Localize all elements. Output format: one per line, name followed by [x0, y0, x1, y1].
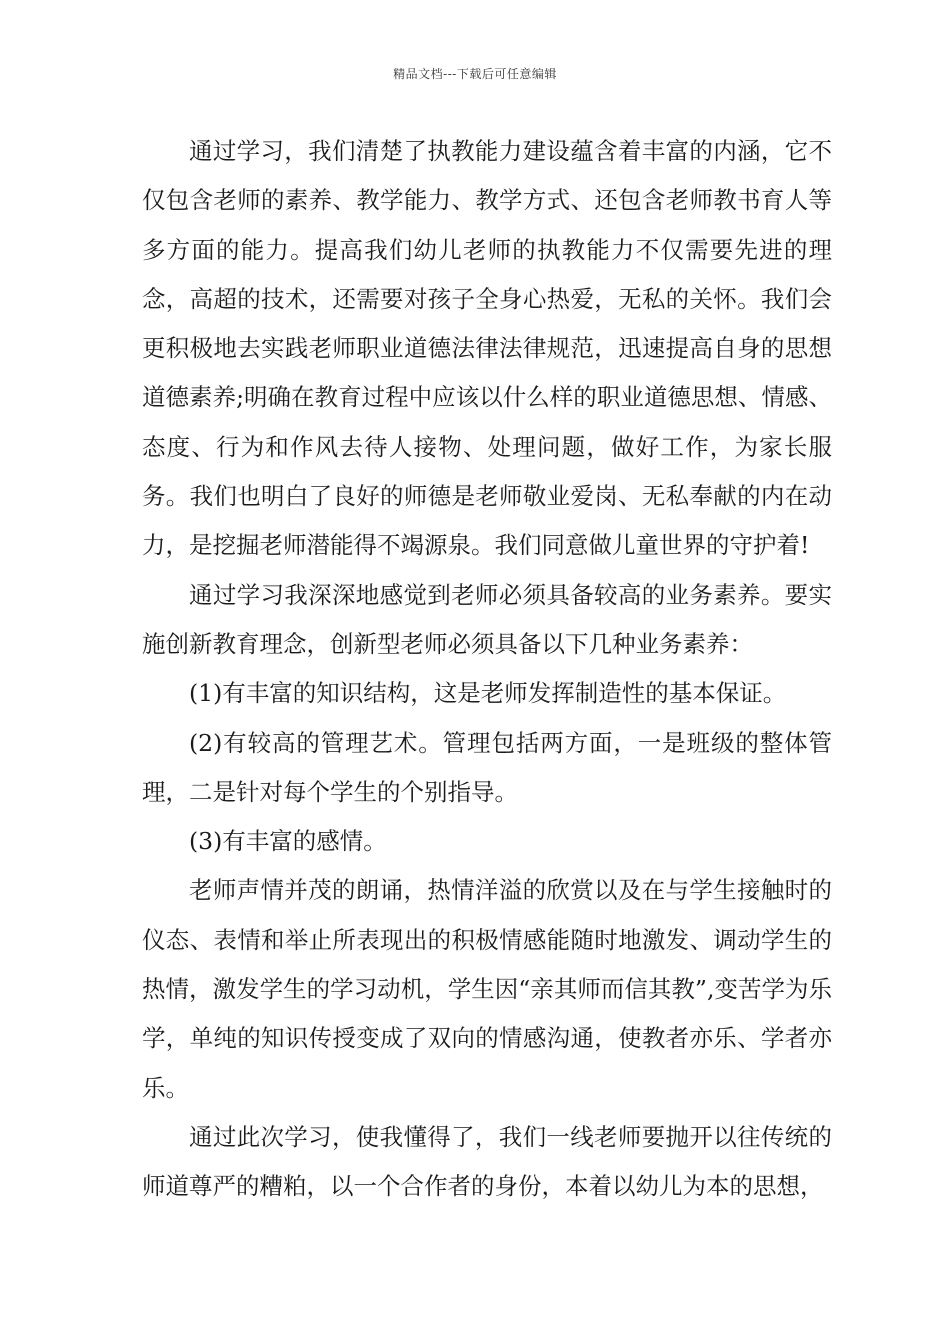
paragraph-execution-ability: 通过学习，我们清楚了执教能力建设蕴含着丰富的内涵，它不仅包含老师的素养、教学能力、教学方式、还包含老师教书育人等多方面的能力。提高我们幼儿老师的执教能力不仅需要先进的理念，高超的技术，还需要对孩子全身心热爱，无私的关怀。我们会更积极地去实践老师职业道德法律法律规范，迅速提高自身的思想道德素养;明确在教育过程中应该以什么样的职业道德思想、情感、态度、行为和作风去待人接物、处理问题，做好工作，为家长服务。我们也明白了良好的师德是老师敬业爱岗、无私奉献的内在动力，是挖掘老师潜能得不竭源泉。我们同意做儿童世界的守护着! — [142, 137, 832, 560]
paragraph-professional-quality: 通过学习我深深地感觉到老师必须具备较高的业务素养。要实施创新教育理念，创新型老师必须具备以下几种业务素养： — [142, 580, 832, 658]
page-header: 精品文档---下载后可任意编辑 — [393, 67, 557, 81]
document-body — [142, 127, 832, 1212]
list-item-knowledge-structure: (1)有丰富的知识结构，这是老师发挥制造性的基本保证。 — [189, 679, 787, 708]
list-item-management-art: (2)有较高的管理艺术。管理包括两方面，一是班级的整体管理，二是针对每个学生的个别指导。 — [142, 728, 832, 806]
paragraph-teacher-emotion: 老师声情并茂的朗诵，热情洋溢的欣赏以及在与学生接触时的仪态、表情和举止所表现出的积极情感能随时地激发、调动学生的热情，激发学生的学习动机，学生因“亲其师而信其教”,变苦学为乐学，单纯的知识传授变成了双向的情感沟通，使教者亦乐、学者亦乐。 — [142, 876, 832, 1102]
paragraph-conclusion: 通过此次学习，使我懂得了，我们一线老师要抛开以往传统的师道尊严的糟粕，以一个合作者的身份，本着以幼儿为本的思想， — [142, 1122, 832, 1201]
list-item-emotion: (3)有丰富的感情。 — [189, 827, 387, 856]
